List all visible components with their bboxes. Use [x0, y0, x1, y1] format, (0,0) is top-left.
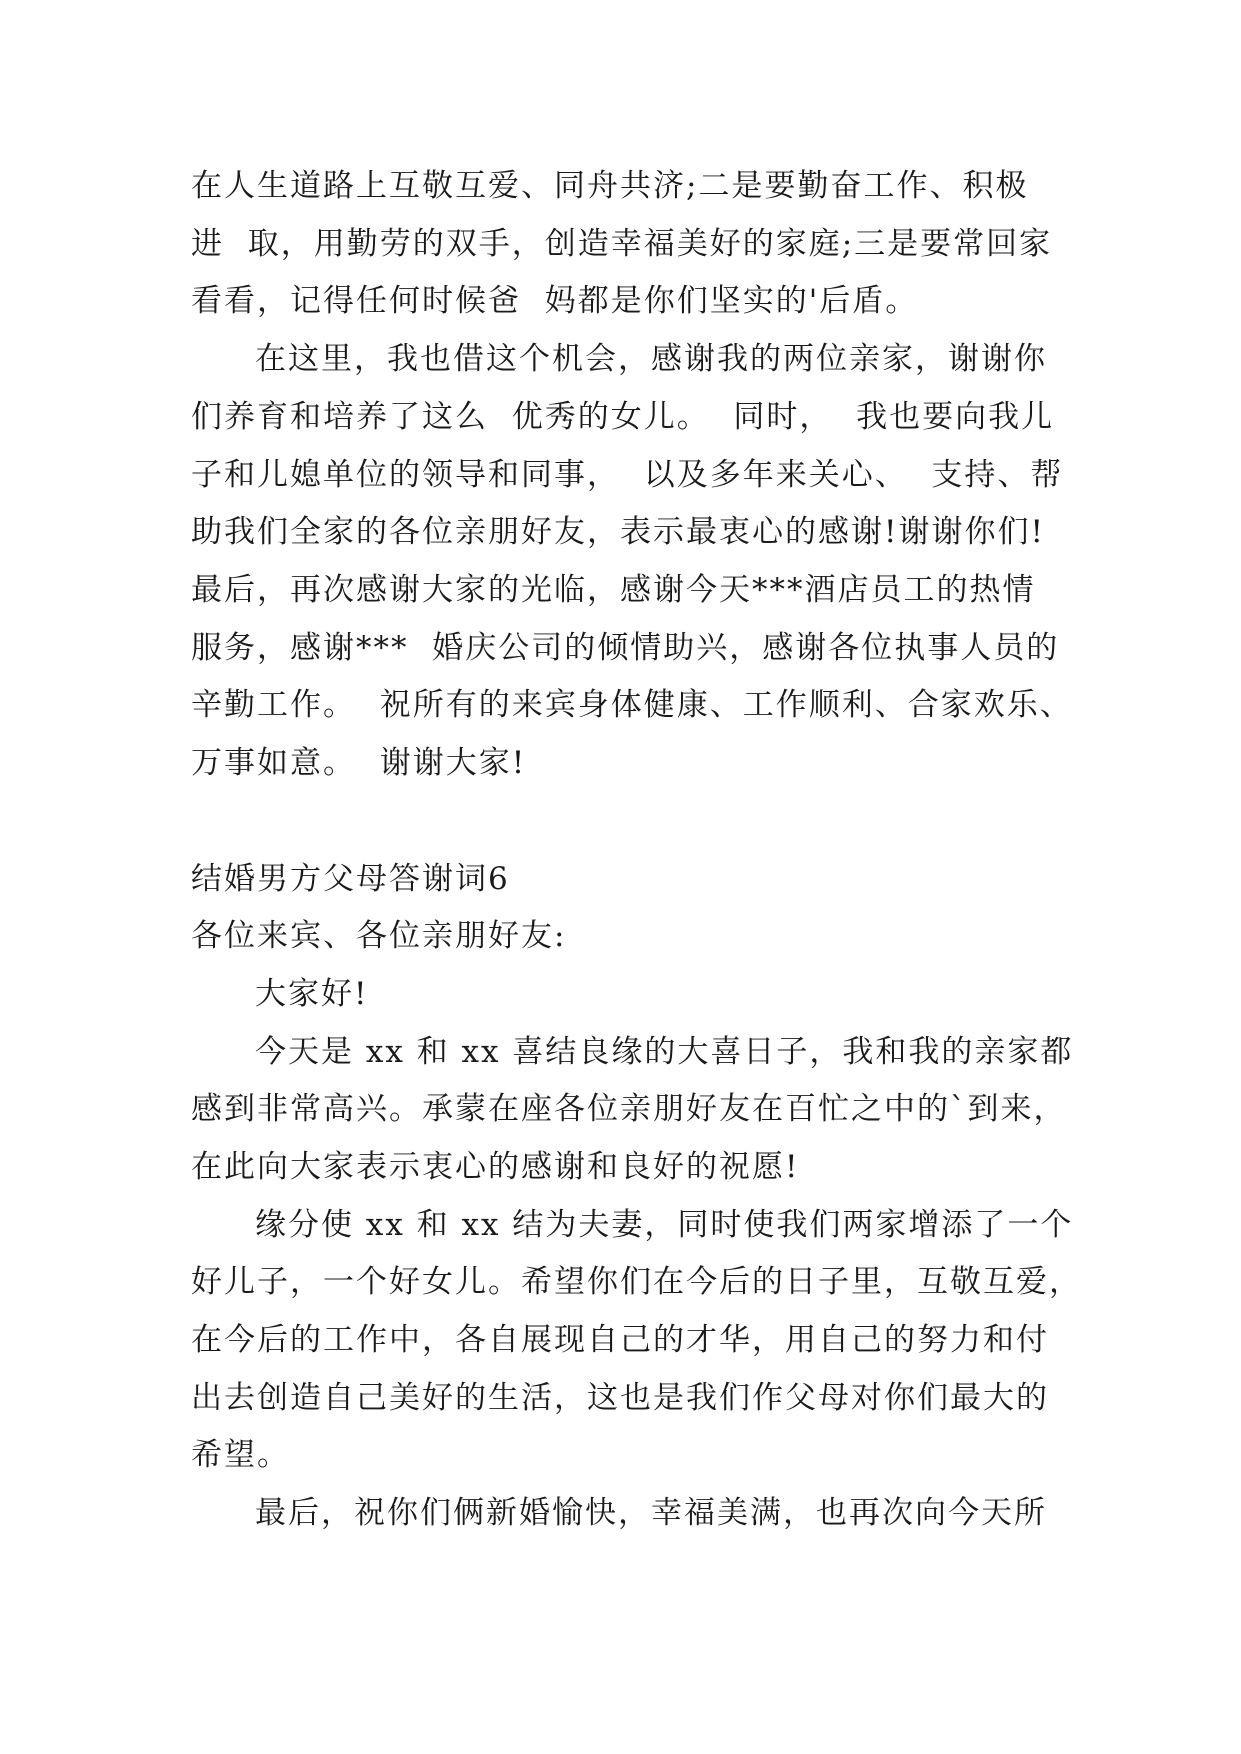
greeting-line: 大家好!: [255, 976, 369, 1012]
text-line: 辛勤工作。 祝所有的来宾身体健康、工作顺利、合家欢乐、: [191, 687, 1073, 723]
paragraph-start-line: 最后，祝你们俩新婚愉快，幸福美满，也再次向今天所: [255, 1495, 1047, 1531]
text-line: 万事如意。 谢谢大家!: [191, 745, 527, 781]
paragraph-start-line: 缘分使 xx 和 xx 结为夫妻，同时使我们两家增添了一个: [255, 1207, 1074, 1243]
text-line: 在人生道路上互敬互爱、同舟共济;二是要勤奋工作、积极: [191, 168, 1029, 204]
paragraph-start-line: 今天是 xx 和 xx 喜结良缘的大喜日子，我和我的亲家都: [255, 1034, 1074, 1070]
text-line: 服务，感谢*** 婚庆公司的倾情助兴，感谢各位执事人员的: [191, 630, 1060, 666]
text-line: 感到非常高兴。承蒙在座各位亲朋好友在百忙之中的`到来，: [191, 1091, 1067, 1127]
salutation-line: 各位来宾、各位亲朋好友:: [191, 918, 567, 954]
paragraph-start-line: 在这里，我也借这个机会，感谢我的两位亲家，谢谢你: [255, 341, 1047, 377]
section-title: 结婚男方父母答谢词6: [191, 861, 510, 897]
text-line: 看看，记得任何时候爸 妈都是你们坚实的'后盾。: [191, 283, 919, 319]
text-line: 希望。: [191, 1437, 290, 1473]
text-line: 最后，再次感谢大家的光临，感谢今天***酒店员工的热情: [191, 572, 1036, 608]
text-line: 在今后的工作中，各自展现自己的才华，用自己的努力和付: [191, 1322, 1049, 1358]
text-line: 们养育和培养了这么 优秀的女儿。 同时， 我也要向我儿: [191, 399, 1055, 435]
text-line: 助我们全家的各位亲朋好友，表示最衷心的感谢!谢谢你们!: [191, 514, 1045, 550]
text-line: 好儿子，一个好女儿。希望你们在今后的日子里，互敬互爱，: [191, 1264, 1082, 1300]
text-line: 子和儿媳单位的领导和同事， 以及多年来关心、 支持、帮: [191, 457, 1064, 493]
text-line: 在此向大家表示衷心的感谢和良好的祝愿!: [191, 1149, 800, 1185]
text-line: 进 取，用勤劳的双手，创造幸福美好的家庭;三是要常回家: [191, 226, 1053, 262]
text-line: 出去创造自己美好的生活，这也是我们作父母对你们最大的: [191, 1380, 1049, 1416]
